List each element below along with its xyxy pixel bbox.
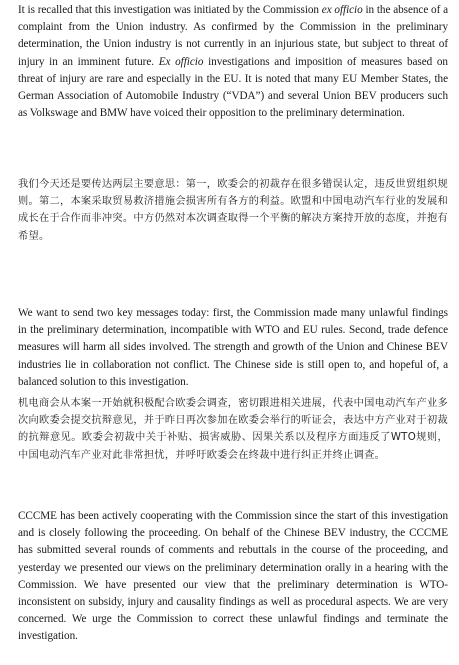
paragraph-en-cccme-cooperation	[18, 508, 448, 646]
text-run: investigations and imposition of measures based on threat of injury are rare and especially in the EU. It is noted that many EU Member States, the German Association of Automobile Industry (“VDA”) and several Union BEV producers such as Volkswage and BMW have voiced their opposition to the preliminary determination.	[18, 55, 448, 120]
text-run: It is recalled that this investigation was initiated by the Commission	[18, 4, 322, 16]
text-run: 我们今天还是要传达两层主要意思：第一，欧委会的初裁存在很多错误认定，违反世贸组织规则。第二，本案采取贸易救济措施会损害所有各方的利益。欧盟和中国电动汽车行业的发展和成长在于合作而非冲突。中方仍然对本次调查取得一个平衡的解决方案持开放的态度，并抱有希望。	[18, 179, 448, 242]
paragraph-en-key-messages	[18, 305, 448, 391]
paragraph-zh-key-messages	[18, 176, 448, 245]
text-run: 机电商会从本案一开始就积极配合欧委会调查，密切跟进相关进展，代表中国电动汽车产业多次向欧委会提交抗辩意见，并于昨日再次参加在欧委会举行的听证会，表达中方产业对于初裁的抗辩意见。欧委会初裁中关于补贴、损害威胁、因果关系以及程序方面违反了WTO规则，中国电动汽车产业对此非常担忧，并呼吁欧委会在终裁中进行纠正并终止调查。	[18, 398, 448, 461]
text-run-italic: ex officio	[321, 4, 363, 16]
text-run: We want to send two key messages today: first, the Commission made many unlawful findings in the preliminary determination, incompatible with WTO and EU rules. Second, trade defence measures will harm all sides involved. The strength and growth of the Union and Chinese BEV industries lie in collaboration not conflict. The Chinese side is still open to, and hopeful of, a balanced solution to this investigation.	[18, 307, 448, 388]
text-run: CCCME has been actively cooperating with the Commission since the start of this investigation and is closely following the proceeding. On behalf of the Chinese BEV industry, the CCCME has submitted several rounds of comments and rebuttals in the course of the proceeding, and yesterday we presented our views on the preliminary determination orally in a hearing with the Commission. We have presented our view that the preliminary determination is WTO-inconsistent on subsidy, injury and causality findings as well as procedural aspects. We are very concerned. We urge the Commission to correct these unlawful findings and terminate the investigation.	[18, 510, 448, 643]
paragraph-zh-cccme-cooperation	[18, 395, 448, 464]
text-run: in the absence of a complaint from the Union industry. As confirmed by the Commission in the preliminary determination, the Union industry is not currently in an injurious state, but subject to threat of injury in an imminent future.	[18, 4, 448, 68]
paragraph-en-investigation-context	[18, 2, 448, 122]
text-run-italic: Ex officio	[158, 55, 204, 68]
